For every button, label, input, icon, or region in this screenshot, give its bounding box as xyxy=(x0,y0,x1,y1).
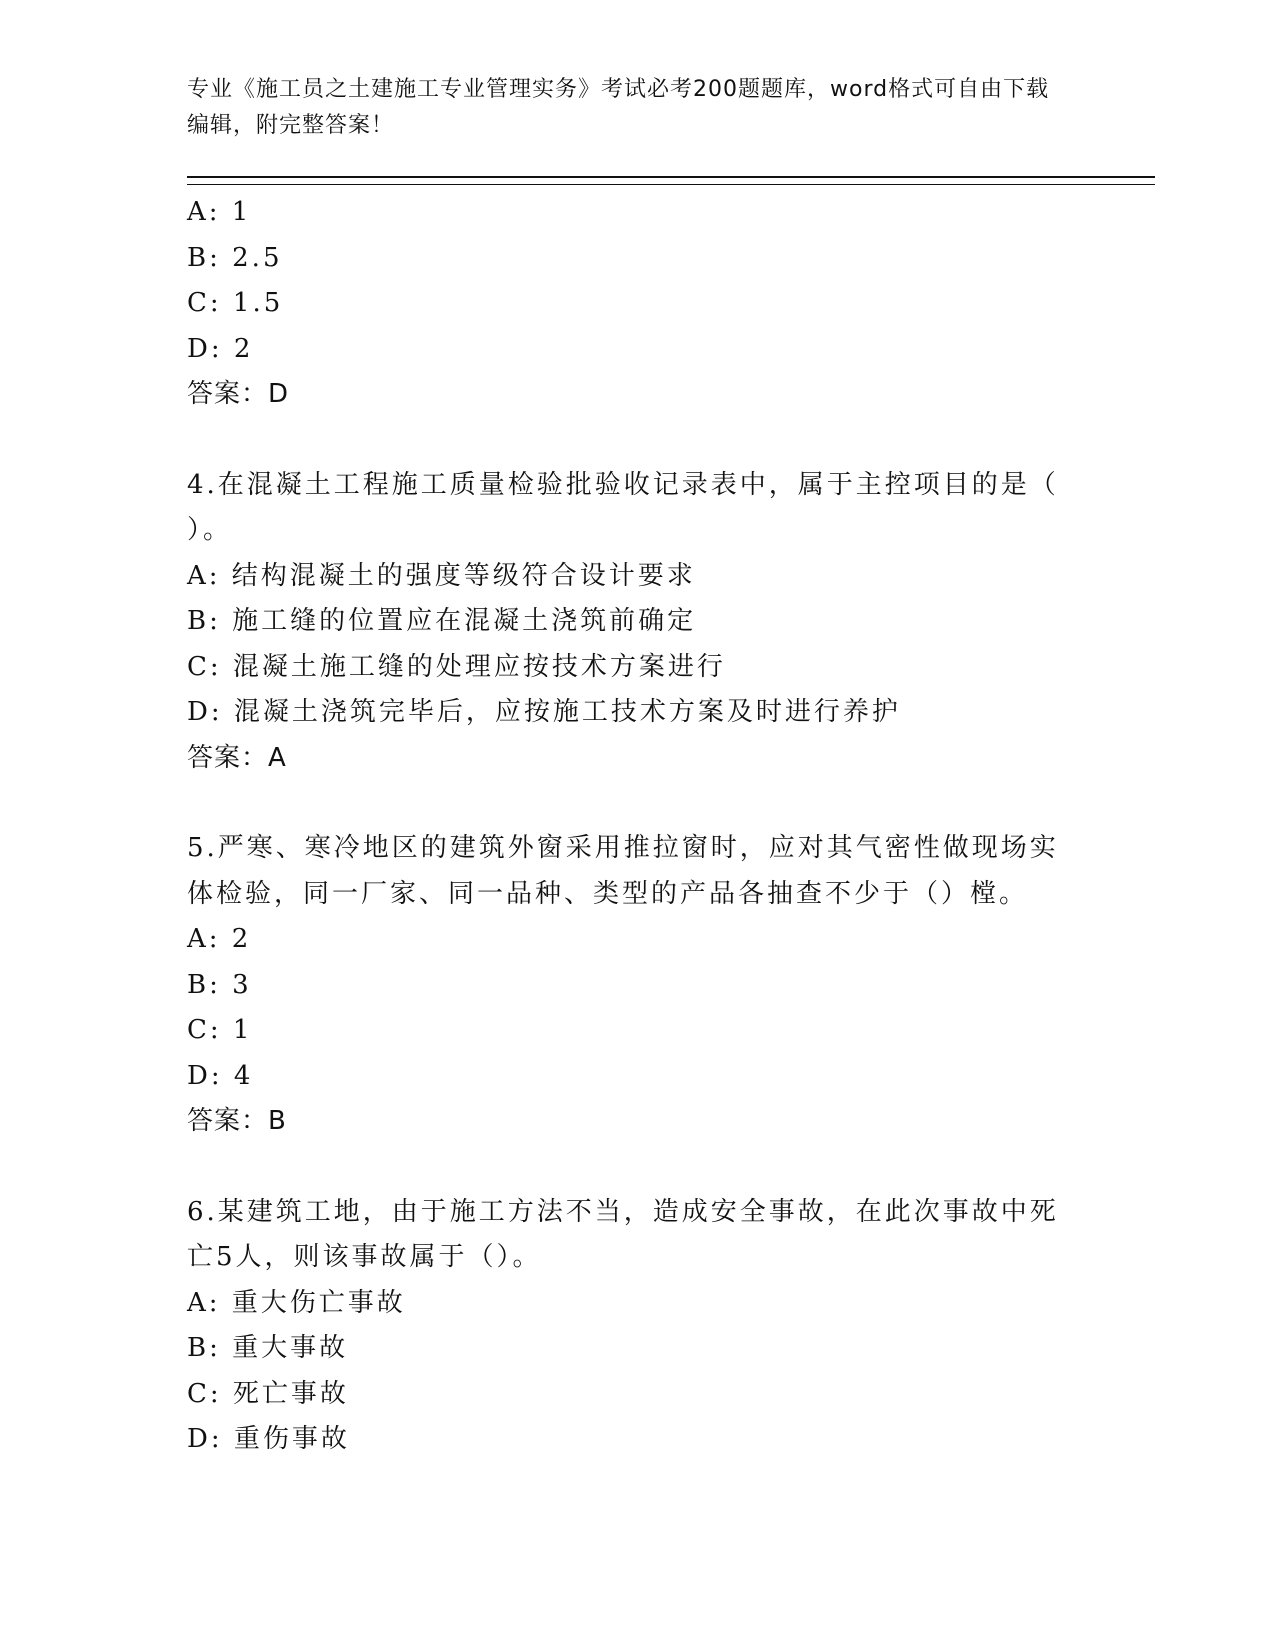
option-b: B: 3 xyxy=(187,969,252,1000)
option-c: C: 1.5 xyxy=(187,288,284,318)
option-a: A: 结构混凝土的强度等级符合设计要求 xyxy=(187,560,696,591)
question-4-block xyxy=(187,463,1067,782)
question-5-block xyxy=(187,826,1067,1145)
option-b: B: 重大事故 xyxy=(187,1333,349,1363)
question-content xyxy=(187,190,1067,1463)
header-divider xyxy=(187,176,1155,185)
option-b: B: 2.5 xyxy=(187,242,283,273)
option-a: A: 重大伤亡事故 xyxy=(187,1287,406,1318)
spacer xyxy=(187,418,1067,463)
option-d: D: 4 xyxy=(187,1060,254,1091)
spacer xyxy=(187,781,1067,826)
answer-line: 答案：A xyxy=(187,742,287,773)
option-a: A: 1 xyxy=(187,197,252,227)
answer-line: 答案：B xyxy=(187,1106,287,1136)
option-d: D: 混凝土浇筑完毕后，应按施工技术方案及时进行养护 xyxy=(187,697,901,727)
option-b: B: 施工缝的位置应在混凝土浇筑前确定 xyxy=(187,606,697,636)
question-6-block xyxy=(187,1190,1067,1463)
question-stem: 6.某建筑工地，由于施工方法不当，造成安全事故，在此次事故中死亡5人，则该事故属于（）。 xyxy=(187,1196,1059,1272)
question-stem: 4.在混凝土工程施工质量检验批验收记录表中，属于主控项目的是（ ）。 xyxy=(187,469,1059,545)
option-c: C: 1 xyxy=(187,1015,253,1045)
question-stem: 5.严寒、寒冷地区的建筑外窗采用推拉窗时，应对其气密性做现场实体检验，同一厂家、同一品种、类型的产品各抽查不少于（）樘。 xyxy=(187,833,1059,909)
spacer xyxy=(187,1145,1067,1190)
option-c: C: 混凝土施工缝的处理应按技术方案进行 xyxy=(187,651,726,682)
document-header: 专业《施工员之土建施工专业管理实务》考试必考200题题库，word格式可自由下载编辑，附完整答案！ xyxy=(187,77,1050,138)
option-d: D: 2 xyxy=(187,333,254,364)
question-3-block xyxy=(187,190,1067,418)
option-a: A: 2 xyxy=(187,924,252,954)
option-d: D: 重伤事故 xyxy=(187,1424,350,1454)
option-c: C: 死亡事故 xyxy=(187,1378,349,1409)
answer-line: 答案：D xyxy=(187,379,290,409)
